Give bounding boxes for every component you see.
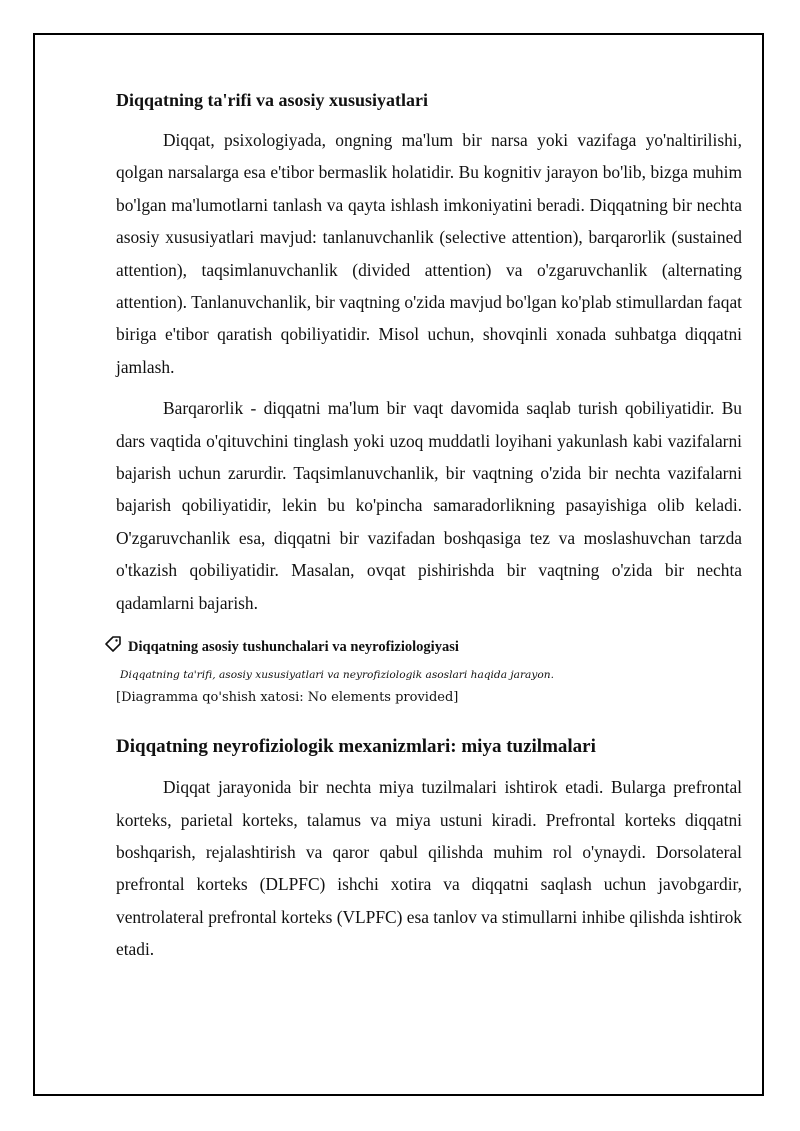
diagram-caption: Diqqatning ta'rifi, asosiy xususiyatlari va neyrofiziologik asoslari haqida jarayon. <box>120 669 554 682</box>
tag-icon <box>104 635 128 659</box>
paragraph-definition-1: Diqqat, psixologiyada, ongning ma'lum bir narsa yoki vazifaga yo'naltirilishi, qolgan narsalarga esa e'tibor bermaslik holatidir. Bu kognitiv jarayon bo'lib, bizga muhim bo'lgan ma'lumotlarni tanlash va qayta ishlash imkoniyatini beradi. Diqqatning bir nechta asosiy xususiyatlari mavjud: tanlanuvchanlik (selective attention), barqarorlik (sustained attention), taqsimlanuvchanlik (divided attention) va o'zgaruvchanlik (alternating attention). Tanlanuvchanlik, bir vaqtning o'zida mavjud bo'lgan ko'plab stimullardan faqat biriga e'tibor qaratish qobiliyatidir. Misol uchun, shovqinli xonada suhbatga diqqatni jamlash. <box>116 130 742 377</box>
diagram-block <box>116 635 742 707</box>
diagram-error-message: [Diagramma qo'shish xatosi: No elements provided] <box>116 690 459 706</box>
paragraph-definition-2: Barqarorlik - diqqatni ma'lum bir vaqt davomida saqlab turish qobiliyatidir. Bu dars vaqtida o'qituvchini tinglash yoki uzoq muddatli loyihani yakunlash kabi vazifalarni bajarish uchun zarurdir. Taqsimlanuvchanlik, bir vaqtning o'zida bir nechta vazifalarni bajarish qobiliyatidir, lekin bu ko'pincha samaradorlikning pasayishiga olib keladi. O'zgaruvchanlik esa, diqqatni bir vazifadan boshqasiga tez va moslashuvchan tarzda o'tkazish qobiliyatidir. Masalan, ovqat pishirishda bir vaqtning o'zida bir nechta qadamlarni bajarish. <box>116 398 742 613</box>
section-heading-definition: Diqqatning ta'rifi va asosiy xususiyatlari <box>116 90 429 110</box>
paragraph-neurophysiology-1: Diqqat jarayonida bir nechta miya tuzilmalari ishtirok etadi. Bularga prefrontal korteks, parietal korteks, talamus va miya ustuni kiradi. Prefrontal korteks diqqatni boshqarish, rejalashtirish va qaror qabul qilishda muhim rol o'ynaydi. Dorsolateral prefrontal korteks (DLPFC) ishchi xotira va diqqatni saqlash uchun javobgardir, ventrolateral prefrontal korteks (VLPFC) esa tanlov va stimullarni inhibe qilishda ishtirok etadi. <box>116 777 742 960</box>
diagram-title-text: Diqqatning asosiy tushunchalari va neyrofiziologiyasi <box>128 639 459 656</box>
section-heading-neurophysiology: Diqqatning neyrofiziologik mexanizmlari: miya tuzilmalari <box>116 736 596 758</box>
diagram-title <box>104 635 742 659</box>
section-neurophysiology <box>116 735 742 965</box>
document-content <box>116 88 742 975</box>
